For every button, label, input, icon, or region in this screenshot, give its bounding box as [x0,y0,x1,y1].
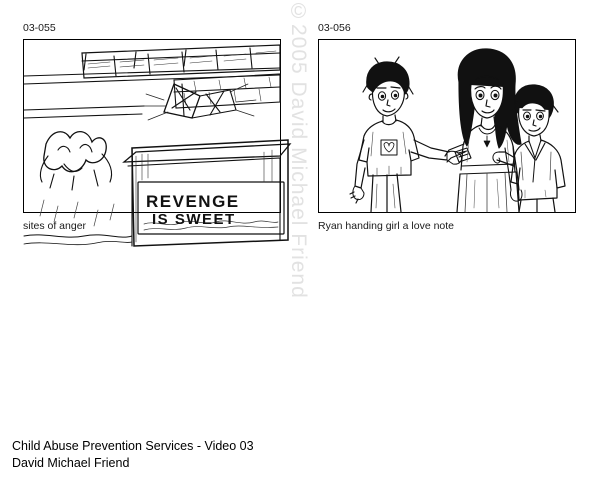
panel-number-label: 03-055 [23,22,56,34]
panel-number-label: 03-056 [318,22,351,34]
panel-caption: Ryan handing girl a love note [318,220,455,232]
storyboard-panel-03-056 [318,22,578,232]
document-footer [12,438,412,472]
footer-author: David Michael Friend [12,456,130,470]
sign-text-line1: REVENGE [146,192,240,211]
panel-frame[interactable] [318,39,576,213]
footer-project-title: Child Abuse Prevention Services - Video 03 [12,439,254,453]
three-teens-love-note-sketch [319,40,575,212]
copyright-watermark: ©2005 David Michael Friend [287,0,310,299]
storyboard-panel-03-055 [23,22,283,232]
sign-text-line2: IS SWEET [152,211,236,228]
panel-caption: sites of anger [23,220,87,232]
